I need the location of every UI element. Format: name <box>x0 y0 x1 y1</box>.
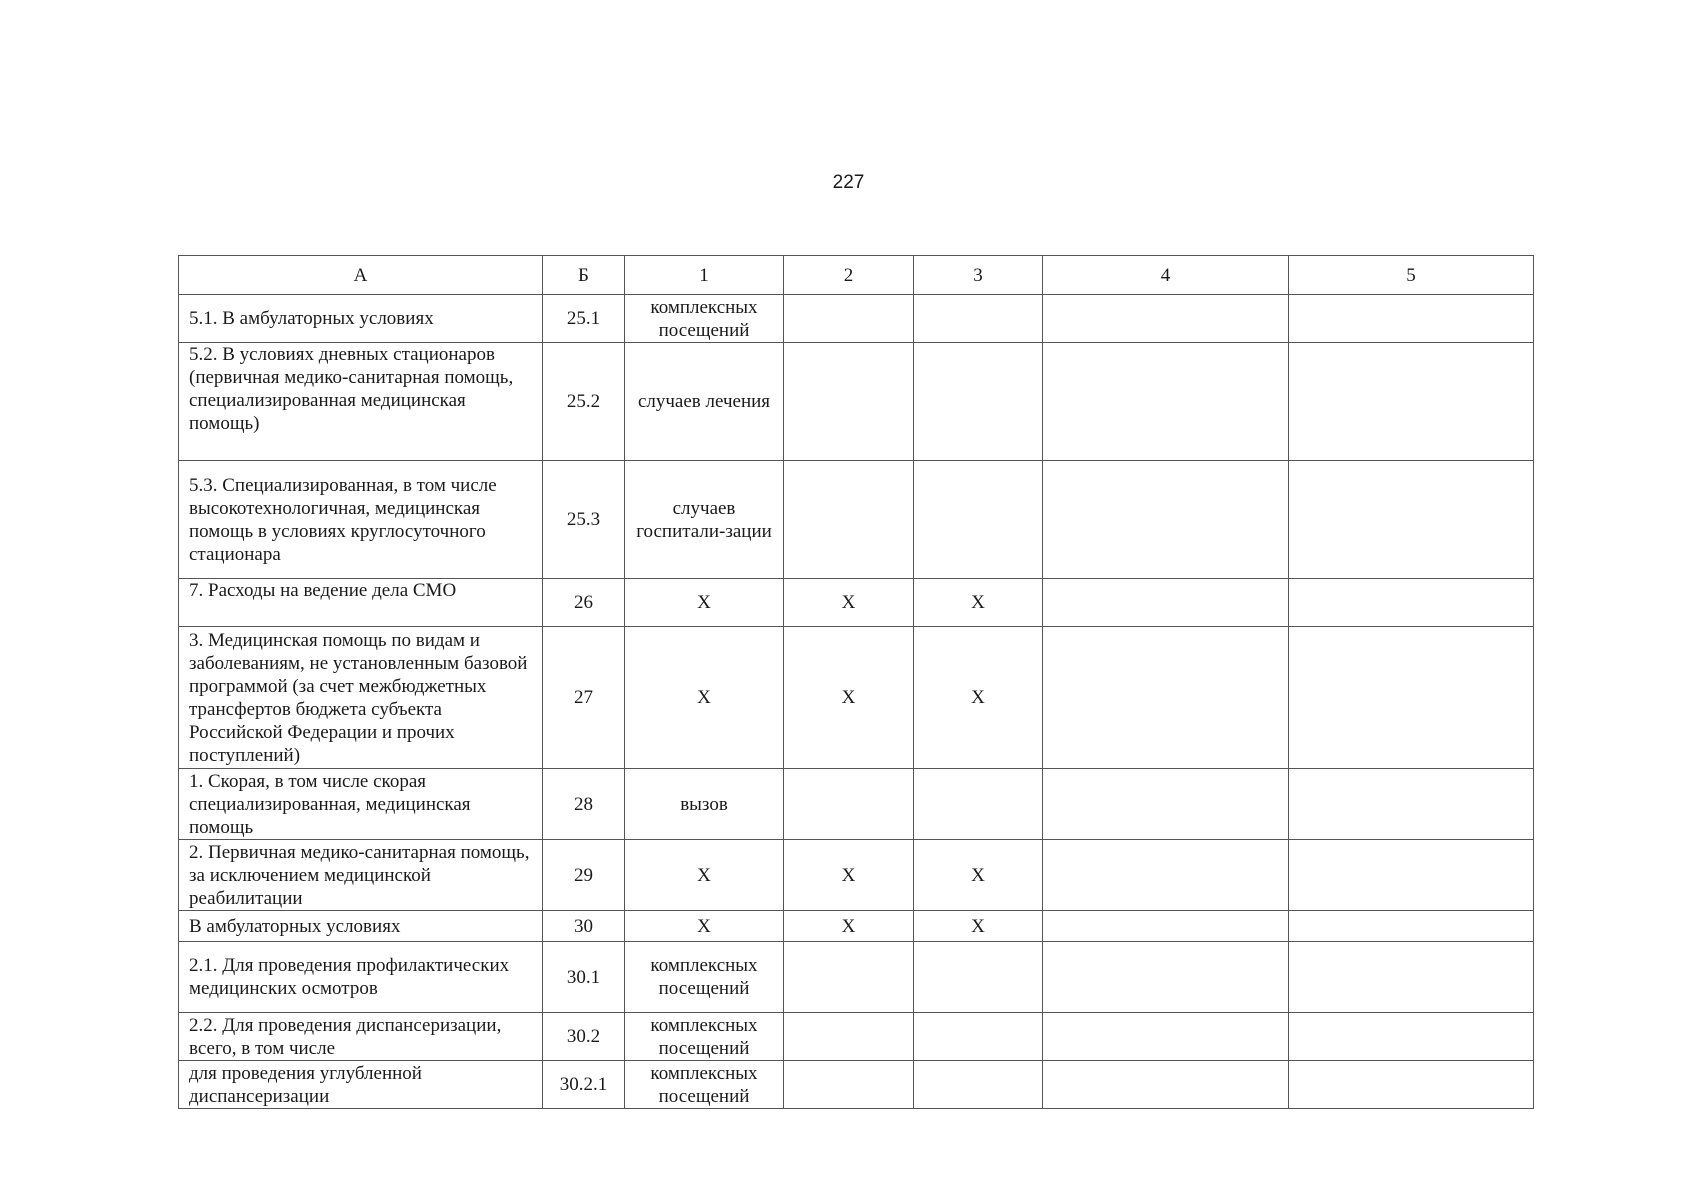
row-unit: комплексных посещений <box>625 1013 784 1061</box>
row-code: 30.1 <box>543 942 625 1013</box>
row-col-5 <box>1289 461 1534 579</box>
row-label: 1. Скорая, в том числе скорая специализированная, медицинская помощь <box>179 769 543 840</box>
table-row <box>179 1013 1534 1061</box>
header-cell-b: Б <box>543 256 625 295</box>
row-col-2: Х <box>784 627 914 769</box>
row-unit: случаев лечения <box>625 343 784 461</box>
row-col-3 <box>914 343 1043 461</box>
row-unit: комплексных посещений <box>625 942 784 1013</box>
row-code: 29 <box>543 840 625 911</box>
row-unit: Х <box>625 911 784 942</box>
row-col-3 <box>914 1013 1043 1061</box>
table-row <box>179 579 1534 627</box>
row-col-2 <box>784 769 914 840</box>
row-col-5 <box>1289 840 1534 911</box>
page-number: 227 <box>832 172 865 193</box>
data-table <box>178 255 1534 1109</box>
row-col-5 <box>1289 911 1534 942</box>
row-label: для проведения углубленной диспансеризации <box>179 1061 543 1109</box>
row-col-2 <box>784 295 914 343</box>
row-label: 5.1. В амбулаторных условиях <box>179 295 543 343</box>
row-col-4 <box>1043 461 1289 579</box>
row-col-4 <box>1043 627 1289 769</box>
row-col-4 <box>1043 579 1289 627</box>
row-code: 30.2.1 <box>543 1061 625 1109</box>
row-col-3: Х <box>914 840 1043 911</box>
header-cell-4: 4 <box>1043 256 1289 295</box>
row-code: 30 <box>543 911 625 942</box>
row-col-2 <box>784 461 914 579</box>
row-col-3 <box>914 1061 1043 1109</box>
row-code: 25.3 <box>543 461 625 579</box>
header-cell-3: 3 <box>914 256 1043 295</box>
row-code: 28 <box>543 769 625 840</box>
row-label: 7. Расходы на ведение дела СМО <box>179 579 543 627</box>
row-col-5 <box>1289 627 1534 769</box>
row-unit: случаев госпитали-зации <box>625 461 784 579</box>
row-col-5 <box>1289 942 1534 1013</box>
row-code: 27 <box>543 627 625 769</box>
row-col-2: Х <box>784 911 914 942</box>
row-col-5 <box>1289 1061 1534 1109</box>
header-cell-2: 2 <box>784 256 914 295</box>
row-col-3 <box>914 769 1043 840</box>
row-col-4 <box>1043 295 1289 343</box>
row-label: 3. Медицинская помощь по видам и заболеваниям, не установленным базовой программой (за счет межбюджетных трансфертов бюджета субъекта Российской Федерации и прочих поступлений) <box>179 627 543 769</box>
row-col-3: Х <box>914 911 1043 942</box>
header-cell-a: А <box>179 256 543 295</box>
table-row <box>179 461 1534 579</box>
row-unit: Х <box>625 579 784 627</box>
row-label: 2.1. Для проведения профилактических медицинских осмотров <box>179 942 543 1013</box>
row-unit: комплексных посещений <box>625 295 784 343</box>
row-code: 25.2 <box>543 343 625 461</box>
row-col-5 <box>1289 295 1534 343</box>
row-col-3: Х <box>914 579 1043 627</box>
row-col-4 <box>1043 1061 1289 1109</box>
row-col-2 <box>784 1061 914 1109</box>
table-row <box>179 627 1534 769</box>
table-row <box>179 840 1534 911</box>
row-label: 5.2. В условиях дневных стационаров (первичная медико-санитарная помощь, специализированная медицинская помощь) <box>179 343 543 461</box>
table-row <box>179 911 1534 942</box>
row-col-3 <box>914 461 1043 579</box>
row-col-4 <box>1043 1013 1289 1061</box>
row-unit: Х <box>625 840 784 911</box>
row-unit: вызов <box>625 769 784 840</box>
row-col-2 <box>784 343 914 461</box>
row-col-4 <box>1043 769 1289 840</box>
row-col-5 <box>1289 1013 1534 1061</box>
row-label: 5.3. Специализированная, в том числе высокотехнологичная, медицинская помощь в условиях круглосуточного стационара <box>179 461 543 579</box>
table-row <box>179 295 1534 343</box>
row-col-4 <box>1043 911 1289 942</box>
row-unit: Х <box>625 627 784 769</box>
table-row <box>179 942 1534 1013</box>
row-col-2: Х <box>784 840 914 911</box>
row-col-5 <box>1289 769 1534 840</box>
row-label: 2. Первичная медико-санитарная помощь, за исключением медицинской реабилитации <box>179 840 543 911</box>
row-col-3 <box>914 942 1043 1013</box>
row-code: 25.1 <box>543 295 625 343</box>
row-col-3: Х <box>914 627 1043 769</box>
row-col-5 <box>1289 343 1534 461</box>
table-row <box>179 1061 1534 1109</box>
row-col-5 <box>1289 579 1534 627</box>
row-unit: комплексных посещений <box>625 1061 784 1109</box>
row-col-2: Х <box>784 579 914 627</box>
header-cell-1: 1 <box>625 256 784 295</box>
table-row <box>179 343 1534 461</box>
header-cell-5: 5 <box>1289 256 1534 295</box>
header-row <box>179 256 1534 295</box>
row-col-3 <box>914 295 1043 343</box>
row-code: 26 <box>543 579 625 627</box>
row-col-4 <box>1043 343 1289 461</box>
row-label: 2.2. Для проведения диспансеризации, всего, в том числе <box>179 1013 543 1061</box>
row-col-2 <box>784 1013 914 1061</box>
row-col-4 <box>1043 840 1289 911</box>
row-col-4 <box>1043 942 1289 1013</box>
row-col-2 <box>784 942 914 1013</box>
row-code: 30.2 <box>543 1013 625 1061</box>
table-row <box>179 769 1534 840</box>
row-label: В амбулаторных условиях <box>179 911 543 942</box>
